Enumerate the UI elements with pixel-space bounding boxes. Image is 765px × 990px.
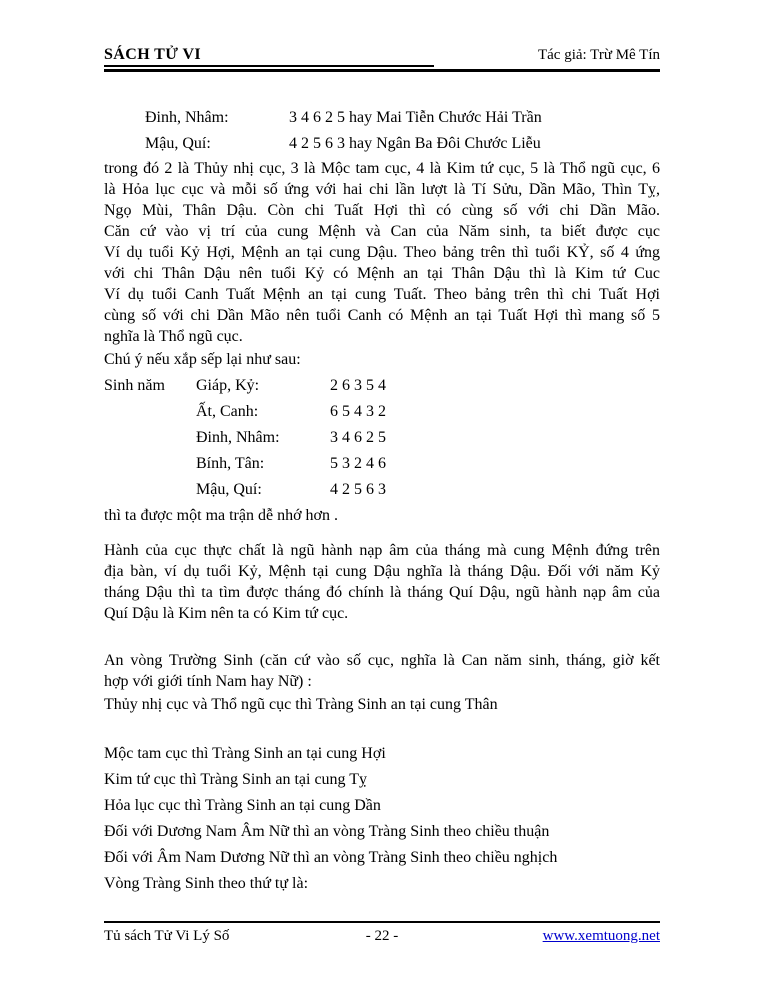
truong-sinh-rule-line: Hỏa lục cục thì Tràng Sinh an tại cung Dần	[104, 797, 381, 814]
book-title: SÁCH TỬ VI	[104, 46, 202, 63]
truong-sinh-rule-line: Đối với Dương Nam Âm Nữ thì an vòng Tràng Sinh theo chiều thuận	[104, 823, 550, 840]
paragraph-cuc-explanation	[104, 158, 660, 347]
paragraph-cuc-element	[104, 540, 660, 624]
rearrange-note: Chú ý nếu xắp sếp lại như sau:	[104, 351, 301, 368]
matrix-values: 4 2 5 6 3	[330, 481, 386, 498]
matrix-values: 3 4 6 2 5	[330, 429, 386, 446]
stem-sequence-row	[104, 105, 660, 131]
header-underline	[104, 65, 434, 67]
row-header-spacer	[104, 451, 196, 477]
page-header	[104, 45, 660, 65]
text-line: hợp với giới tính Nam hay Nữ) :	[104, 673, 312, 690]
row-header: Sinh năm	[104, 377, 165, 394]
matrix-conclusion: thì ta được một ma trận dễ nhớ hơn .	[104, 507, 339, 524]
text-line: trong đó 2 là Thủy nhị cục, 3 là Mộc tam cục, 4 là Kim tứ cục, 5 là Thổ ngũ cục, 6	[104, 160, 660, 177]
matrix-stem-label: Mậu, Quí:	[196, 481, 262, 498]
sequence-value: 4 2 5 6 3 hay Ngân Ba Đôi Chước Liễu	[289, 135, 541, 152]
matrix-row	[104, 477, 660, 503]
truong-sinh-rules	[104, 741, 660, 897]
text-line: An vòng Trường Sinh (căn cứ vào số cục, nghĩa là Can năm sinh, tháng, giờ kết	[104, 652, 660, 669]
matrix-values: 6 5 4 3 2	[330, 403, 386, 420]
truong-sinh-rule-line: Vòng Tràng Sinh theo thứ tự là:	[104, 875, 309, 892]
stem-label: Mậu, Quí:	[145, 135, 211, 152]
text-line: địa bàn, ví dụ tuổi Kỷ, Mệnh tại cung Dậu nghĩa là tháng Dậu. Đối với năm Kỷ	[104, 563, 660, 580]
text-line: Quí Dậu là Kim nên ta có Kim tứ cục.	[104, 605, 349, 622]
matrix-stem-label: Ất, Canh:	[196, 403, 259, 420]
matrix-row	[104, 399, 660, 425]
matrix-stem-label: Bính, Tân:	[196, 455, 265, 472]
matrix-row	[104, 373, 660, 399]
text-line: Ngọ Mùi, Thân Dậu. Còn chi Tuất Hợi thì có cùng số với chi Dần Mão.	[104, 202, 660, 219]
truong-sinh-rule-line: Đối với Âm Nam Dương Nữ thì an vòng Tràng Sinh theo chiều nghịch	[104, 849, 558, 866]
text-line: Ví dụ tuổi Canh Tuất Mệnh an tại cung Tuất. Theo bảng trên thì chi Tuất Hợi	[104, 286, 660, 303]
text-line: Ví dụ tuổi Kỷ Hợi, Mệnh an tại cung Dậu. Theo bảng trên thì tuổi KỶ, số 4 ứng	[104, 244, 660, 261]
row-header-spacer	[104, 477, 196, 503]
text-line: Hành của cục thực chất là ngũ hành nạp âm của tháng mà cung Mệnh đứng trên	[104, 542, 660, 559]
truong-sinh-rule-line: Mộc tam cục thì Tràng Sinh an tại cung Hợi	[104, 745, 386, 762]
text-line: nghĩa là Thổ ngũ cục.	[104, 328, 243, 345]
author-credit: Tác giả: Trừ Mê Tín	[537, 47, 660, 63]
sequence-value: 3 4 6 2 5 hay Mai Tiễn Chước Hải Trần	[289, 109, 542, 126]
website-link[interactable]: www.xemtuong.net	[542, 928, 660, 944]
truong-sinh-rule-line: Thủy nhị cục và Thổ ngũ cục thì Tràng Sinh an tại cung Thân	[104, 696, 498, 713]
paragraph-truong-sinh-intro	[104, 650, 660, 692]
matrix-values: 2 6 3 5 4	[330, 377, 386, 394]
text-line: tháng Dậu thì ta tìm được tháng đó chính là tháng Quí Dậu, ngũ hành nạp âm của	[104, 584, 660, 601]
matrix-row	[104, 425, 660, 451]
birth-year-matrix	[104, 373, 660, 503]
page-number: - 22 -	[365, 928, 399, 944]
matrix-row	[104, 451, 660, 477]
footer-row	[104, 923, 660, 946]
header-rule	[104, 69, 660, 72]
matrix-stem-label: Giáp, Kỷ:	[196, 377, 260, 394]
page-footer	[104, 921, 660, 946]
matrix-values: 5 3 2 4 6	[330, 455, 386, 472]
text-line: với chi Thân Dậu nên tuổi Kỷ có Mệnh an tại Thân Dậu thì là Kim tứ Cuc	[104, 265, 660, 282]
footer-series-title: Tủ sách Tử Vi Lý Số	[104, 928, 230, 944]
truong-sinh-rule-line: Kim tứ cục thì Tràng Sinh an tại cung Tỵ	[104, 771, 368, 788]
text-line: cùng số với chi Dần Mão nên tuổi Canh có Mệnh an tại Tuất Hợi thì mang số 5	[104, 307, 660, 324]
stem-label: Đinh, Nhâm:	[145, 109, 229, 126]
stem-sequence-row	[104, 131, 660, 157]
text-line: là Hỏa lục cục và mỗi số ứng với hai chi lần lượt là Tí Sửu, Dần Mão, Thìn Tỵ,	[104, 181, 660, 198]
matrix-stem-label: Đinh, Nhâm:	[196, 429, 280, 446]
stem-sequence-list	[104, 105, 660, 157]
row-header-spacer	[104, 399, 196, 425]
row-header-spacer	[104, 425, 196, 451]
text-line: Căn cứ vào vị trí của cung Mệnh và Can của Năm sinh, ta biết được cục	[104, 223, 660, 240]
